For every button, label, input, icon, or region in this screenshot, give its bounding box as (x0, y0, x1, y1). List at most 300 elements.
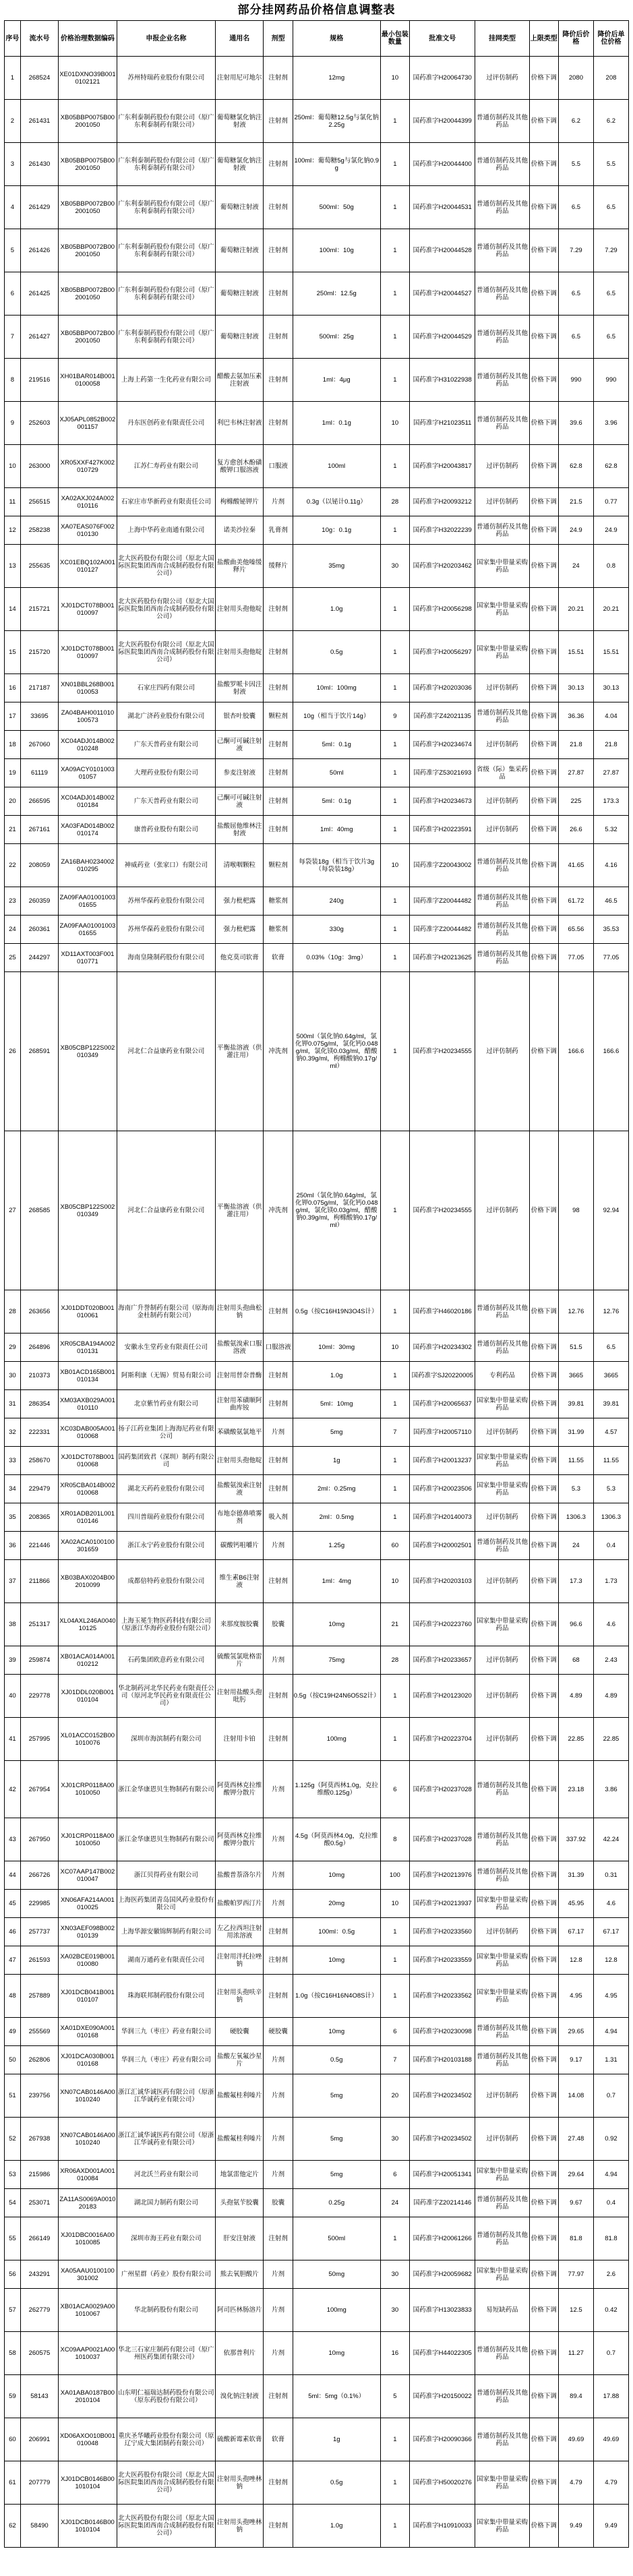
cell-code: XJ01DCT078B001010097 (59, 588, 117, 631)
cell-spec: 2ml：0.5mg (293, 1503, 380, 1532)
cell-spec: 1.0g (293, 2505, 380, 2548)
cell-dosage-form: 片剂 (264, 2074, 293, 2118)
cell-generic-name: 注射用尼可地尔 (215, 57, 263, 100)
cell-unit-price: 3.86 (593, 1761, 628, 1818)
cell-company: 广东天普药业有限公司 (117, 787, 215, 816)
cell-code: XJ01DCT078B001010068 (59, 1447, 117, 1475)
cell-dosage-form: 缓释片 (264, 545, 293, 588)
cell-price: 5.5 (558, 143, 593, 186)
cell-pack-qty: 1 (380, 731, 409, 759)
cell-serial: 267161 (20, 816, 58, 844)
cell-approval-no: 国药准字H20237028 (410, 1818, 475, 1861)
cell-pack-qty: 10 (380, 57, 409, 100)
cell-serial: 229479 (20, 1475, 58, 1503)
cell-approval-no: 国药准字H20044399 (410, 100, 475, 143)
cell-approval-no: 国药准字H44022305 (410, 2332, 475, 2375)
cell-generic-name: 依那普利片 (215, 2332, 263, 2375)
cell-pack-qty: 28 (380, 1646, 409, 1675)
cell-dosage-form: 注射剂 (264, 816, 293, 844)
cell-unit-price: 6.2 (593, 100, 628, 143)
cell-price: 22.85 (558, 1718, 593, 1761)
cell-limit-type: 价格下调 (529, 516, 558, 545)
cell-company: 苏州华葆药业股份有限公司 (117, 916, 215, 944)
cell-listing-type: 普通仿制药及其他药品 (475, 2332, 529, 2375)
cell-dosage-form: 注射剂 (264, 588, 293, 631)
cell-price: 11.27 (558, 2332, 593, 2375)
cell-index: 28 (5, 1290, 21, 1334)
cell-listing-type: 普通仿制药及其他药品 (475, 1761, 529, 1818)
table-row (5, 1532, 629, 1560)
table-row (5, 100, 629, 143)
cell-spec: 100ml (293, 445, 380, 488)
table-row (5, 359, 629, 402)
cell-listing-type: 国家集中带量采购药品 (475, 2161, 529, 2189)
cell-company: 华北制药股份有限公司 (117, 2289, 215, 2332)
cell-serial: 243291 (20, 2260, 58, 2289)
cell-serial: 217187 (20, 674, 58, 702)
cell-company: 广东利泰制药股份有限公司（原广东利泰制药有限公司） (117, 186, 215, 229)
cell-company: 神威药业（张家口）有限公司 (117, 844, 215, 887)
table-row (5, 316, 629, 359)
cell-serial: 58490 (20, 2505, 58, 2548)
cell-spec: 100mg (293, 2289, 380, 2332)
cell-pack-qty: 1 (380, 2505, 409, 2548)
cell-approval-no: 国药准字H20203462 (410, 545, 475, 588)
cell-listing-type: 普通仿制药及其他药品 (475, 186, 529, 229)
cell-index: 55 (5, 2217, 21, 2260)
cell-approval-no: 国药准字H20023506 (410, 1475, 475, 1503)
cell-generic-name: 注射用头孢曲松钠 (215, 1290, 263, 1334)
cell-listing-type: 普通仿制药及其他药品 (475, 516, 529, 545)
cell-price: 6.5 (558, 272, 593, 316)
cell-unit-price: 27.87 (593, 759, 628, 787)
cell-generic-name: 硫酸新霉素软膏 (215, 2418, 263, 2461)
cell-limit-type: 价格下调 (529, 445, 558, 488)
cell-spec: 1ml：40mg (293, 816, 380, 844)
cell-generic-name: 注射用头孢他啶 (215, 1447, 263, 1475)
cell-price: 29.65 (558, 2018, 593, 2046)
cell-dosage-form: 片剂 (264, 1761, 293, 1818)
cell-spec: 50ml (293, 759, 380, 787)
cell-listing-type: 国家集中带量采购药品 (475, 1390, 529, 1418)
column-header: 降价后价格 (558, 21, 593, 57)
cell-limit-type: 价格下调 (529, 100, 558, 143)
cell-index: 19 (5, 759, 21, 787)
cell-company: 北大医药股份有限公司（原北大国际医院集团西南合成制药股份有限公司） (117, 631, 215, 674)
cell-company: 北大医药股份有限公司（原北大国际医院集团西南合成制药股份有限公司） (117, 588, 215, 631)
cell-dosage-form: 冲洗剂 (264, 1131, 293, 1290)
cell-dosage-form: 注射剂 (264, 229, 293, 272)
cell-approval-no: 国药准字H20234674 (410, 731, 475, 759)
cell-serial: 261431 (20, 100, 58, 143)
cell-code: XN03AEF098B002010139 (59, 1918, 117, 1946)
cell-dosage-form: 注射剂 (264, 674, 293, 702)
cell-serial: 255569 (20, 2018, 58, 2046)
cell-pack-qty: 1 (380, 1975, 409, 2018)
cell-spec: 10mg (293, 1946, 380, 1975)
cell-company: 国药集团致君（深圳）制药有限公司 (117, 1447, 215, 1475)
cell-spec: 50mg (293, 2260, 380, 2289)
cell-spec: 10mg (293, 1603, 380, 1646)
cell-approval-no: 国药准字Z20214146 (410, 2189, 475, 2217)
cell-unit-price: 46.5 (593, 887, 628, 916)
cell-pack-qty: 30 (380, 2118, 409, 2161)
cell-approval-no: 国药准字H20234502 (410, 2074, 475, 2118)
cell-serial: 222331 (20, 1418, 58, 1447)
cell-generic-name: 己酮可可碱注射液 (215, 787, 263, 816)
cell-unit-price: 2.43 (593, 1646, 628, 1675)
table-row (5, 1334, 629, 1362)
cell-spec: 5mg (293, 1418, 380, 1447)
cell-serial: 266726 (20, 1861, 58, 1890)
cell-unit-price: 0.4 (593, 1532, 628, 1560)
cell-approval-no: 国药准字H20213937 (410, 1890, 475, 1918)
cell-dosage-form: 颗粒剂 (264, 844, 293, 887)
cell-code: XA01ABA0187B002010104 (59, 2375, 117, 2418)
cell-generic-name: 银杏叶胶囊 (215, 702, 263, 731)
column-header: 流水号 (20, 21, 58, 57)
cell-limit-type: 价格下调 (529, 1861, 558, 1890)
cell-code: XL01ACC0152B001010076 (59, 1718, 117, 1761)
cell-pack-qty: 1 (380, 186, 409, 229)
cell-listing-type: 省级（际）集采药品 (475, 759, 529, 787)
cell-generic-name: 左乙拉西坦注射用浓溶液 (215, 1918, 263, 1946)
cell-dosage-form: 注射剂 (264, 731, 293, 759)
cell-serial: 251317 (20, 1603, 58, 1646)
cell-pack-qty: 1 (380, 1362, 409, 1390)
cell-company: 上海医药集团青岛国风药业股份有限公司 (117, 1890, 215, 1918)
cell-code: XJ01CRP0118A001010050 (59, 1761, 117, 1818)
cell-spec: 0.5g（按C19H24N6O5S2计） (293, 1675, 380, 1718)
cell-listing-type: 普通仿制药及其他药品 (475, 2189, 529, 2217)
cell-dosage-form: 注射剂 (264, 1290, 293, 1334)
cell-listing-type: 过评仿制药 (475, 731, 529, 759)
cell-unit-price: 5.32 (593, 816, 628, 844)
cell-spec: 0.5g（按C16H19N3O4S计） (293, 1290, 380, 1334)
cell-serial: 264896 (20, 1334, 58, 1362)
cell-generic-name: 平衡盐溶液（供灌注用） (215, 1131, 263, 1290)
cell-company: 成都倍特药业股份有限公司 (117, 1560, 215, 1603)
cell-generic-name: 葡萄糖氯化钠注射液 (215, 143, 263, 186)
cell-spec: 1ml：4μg (293, 359, 380, 402)
cell-approval-no: 国药准字H20213976 (410, 1861, 475, 1890)
cell-price: 98 (558, 1131, 593, 1290)
cell-price: 2080 (558, 57, 593, 100)
cell-unit-price: 42.24 (593, 1818, 628, 1861)
cell-listing-type: 普通仿制药及其他药品 (475, 2375, 529, 2418)
cell-approval-no: 国药准字H32022239 (410, 516, 475, 545)
cell-serial: 208365 (20, 1503, 58, 1532)
cell-index: 30 (5, 1362, 21, 1390)
cell-limit-type: 价格下调 (529, 1290, 558, 1334)
cell-unit-price: 4.6 (593, 1890, 628, 1918)
cell-company: 上海中华药业南通有限公司 (117, 516, 215, 545)
cell-generic-name: 诺美沙拉秦 (215, 516, 263, 545)
cell-unit-price: 0.8 (593, 545, 628, 588)
cell-index: 34 (5, 1475, 21, 1503)
cell-serial: 261429 (20, 186, 58, 229)
column-header: 批准文号 (410, 21, 475, 57)
cell-index: 50 (5, 2046, 21, 2074)
cell-company: 康普药业股份有限公司 (117, 816, 215, 844)
cell-code: XA02AXJ024A002010116 (59, 488, 117, 516)
cell-generic-name: 盐酸屈他维林注射液 (215, 816, 263, 844)
cell-dosage-form: 片剂 (264, 2260, 293, 2289)
cell-listing-type: 过评仿制药 (475, 57, 529, 100)
cell-unit-price: 0.31 (593, 1861, 628, 1890)
cell-spec: 5ml：0.1g (293, 787, 380, 816)
cell-dosage-form: 冲洗剂 (264, 972, 293, 1131)
table-row (5, 759, 629, 787)
cell-listing-type: 国家集中带量采购药品 (475, 545, 529, 588)
cell-price: 45.95 (558, 1890, 593, 1918)
cell-company: 浙江金华康恩贝生物制药有限公司 (117, 1761, 215, 1818)
cell-company: 华润三九（枣庄）药业有限公司 (117, 2046, 215, 2074)
table-row (5, 2217, 629, 2260)
cell-dosage-form: 注射剂 (264, 316, 293, 359)
cell-approval-no: 国药准字H20090366 (410, 2418, 475, 2461)
cell-listing-type: 国家集中带量采购药品 (475, 631, 529, 674)
cell-limit-type: 价格下调 (529, 944, 558, 972)
cell-unit-price: 77.05 (593, 944, 628, 972)
cell-unit-price: 17.88 (593, 2375, 628, 2418)
cell-code: XA01DXE090A001010168 (59, 2018, 117, 2046)
cell-spec: 100ml：0.5g (293, 1918, 380, 1946)
cell-serial: 219516 (20, 359, 58, 402)
table-row (5, 588, 629, 631)
cell-index: 8 (5, 359, 21, 402)
table-row (5, 57, 629, 100)
cell-price: 23.18 (558, 1761, 593, 1818)
cell-code: XN01BBL268B001010053 (59, 674, 117, 702)
cell-code: ZA16BAH0234002010295 (59, 844, 117, 887)
cell-listing-type: 过评仿制药 (475, 1418, 529, 1447)
table-row (5, 1946, 629, 1975)
cell-serial: 286354 (20, 1390, 58, 1418)
cell-pack-qty: 1 (380, 516, 409, 545)
cell-price: 4.79 (558, 2461, 593, 2505)
column-header: 通用名 (215, 21, 263, 57)
cell-limit-type: 价格下调 (529, 887, 558, 916)
cell-generic-name: 盐酸左氧氟沙星片 (215, 2046, 263, 2074)
cell-dosage-form: 注射剂 (264, 787, 293, 816)
cell-approval-no: 国药准字H20056297 (410, 631, 475, 674)
cell-pack-qty: 5 (380, 2375, 409, 2418)
cell-dosage-form: 糖浆剂 (264, 887, 293, 916)
table-row (5, 1418, 629, 1447)
cell-price: 14.08 (558, 2074, 593, 2118)
cell-dosage-form: 口服溶液 (264, 1334, 293, 1362)
cell-generic-name: 参麦注射液 (215, 759, 263, 787)
cell-approval-no: 国药准字H20064730 (410, 57, 475, 100)
cell-dosage-form: 注射剂 (264, 2217, 293, 2260)
cell-company: 珠海联邦制药股份有限公司 (117, 1975, 215, 2018)
cell-code: XB01ACA0029A001010067 (59, 2289, 117, 2332)
cell-code: XB05BBP0072B002001050 (59, 186, 117, 229)
cell-pack-qty: 1 (380, 2217, 409, 2260)
cell-listing-type: 过评仿制药 (475, 1646, 529, 1675)
cell-listing-type: 国家集中带量采购药品 (475, 1946, 529, 1975)
table-row (5, 1675, 629, 1718)
cell-company: 深圳市海滨制药有限公司 (117, 1718, 215, 1761)
cell-unit-price: 4.04 (593, 702, 628, 731)
cell-limit-type: 价格下调 (529, 1418, 558, 1447)
cell-limit-type: 价格下调 (529, 359, 558, 402)
cell-price: 11.55 (558, 1447, 593, 1475)
cell-code: XM03AXB029A001010110 (59, 1390, 117, 1418)
cell-approval-no: 国药准字H20237028 (410, 1761, 475, 1818)
cell-price: 77.05 (558, 944, 593, 972)
cell-limit-type: 价格下调 (529, 1503, 558, 1532)
cell-generic-name: 注射用头孢唑林钠 (215, 2505, 263, 2548)
cell-company: 石药集团欧意药业有限公司 (117, 1646, 215, 1675)
cell-serial: 61119 (20, 759, 58, 787)
cell-serial: 215986 (20, 2161, 58, 2189)
cell-listing-type: 过评仿制药 (475, 1718, 529, 1761)
column-header: 价格治理数据编码 (59, 21, 117, 57)
cell-generic-name: 己酮可可碱注射液 (215, 731, 263, 759)
cell-approval-no: 国药准字H20203103 (410, 1560, 475, 1603)
table-row (5, 229, 629, 272)
cell-index: 17 (5, 702, 21, 731)
cell-price: 9.67 (558, 2189, 593, 2217)
cell-code: XJ01DDT020B001010061 (59, 1290, 117, 1334)
table-row (5, 731, 629, 759)
cell-approval-no: 国药准字Z42021135 (410, 702, 475, 731)
cell-approval-no: 国药准字H20140073 (410, 1503, 475, 1532)
cell-listing-type: 过评仿制药 (475, 787, 529, 816)
cell-dosage-form: 片剂 (264, 1890, 293, 1918)
cell-limit-type: 价格下调 (529, 1918, 558, 1946)
cell-pack-qty: 1 (380, 916, 409, 944)
cell-price: 36.36 (558, 702, 593, 731)
cell-index: 58 (5, 2332, 21, 2375)
cell-generic-name: 葡萄糖注射液 (215, 316, 263, 359)
watermark-logo (526, 2553, 628, 2572)
cell-approval-no: 国药准字H20233559 (410, 1946, 475, 1975)
cell-pack-qty: 60 (380, 1532, 409, 1560)
cell-listing-type: 国家集中带量采购药品 (475, 1603, 529, 1646)
cell-code: ZA11AS0069A001020183 (59, 2189, 117, 2217)
cell-limit-type: 价格下调 (529, 972, 558, 1131)
cell-spec: 5ml：10mg (293, 1390, 380, 1418)
cell-generic-name: 盐酸氨溴索口服溶液 (215, 1334, 263, 1362)
cell-approval-no: 国药准字H20002501 (410, 1532, 475, 1560)
cell-spec: 500ml：50g (293, 186, 380, 229)
cell-dosage-form: 片剂 (264, 2161, 293, 2189)
cell-index: 10 (5, 445, 21, 488)
cell-code: XB05BBP0072B002001050 (59, 316, 117, 359)
cell-unit-price: 12.76 (593, 1290, 628, 1334)
cell-index: 20 (5, 787, 21, 816)
table-body (5, 57, 629, 2548)
cell-dosage-form: 片剂 (264, 1418, 293, 1447)
cell-spec: 1ml：0.1g (293, 402, 380, 445)
cell-serial: 252603 (20, 402, 58, 445)
cell-company: 广东利泰制药股份有限公司（原广东利泰制药有限公司） (117, 143, 215, 186)
cell-company: 河北仁合益康药业有限公司 (117, 1131, 215, 1290)
cell-serial: 257889 (20, 1975, 58, 2018)
cell-limit-type: 价格下调 (529, 1560, 558, 1603)
cell-price: 225 (558, 787, 593, 816)
cell-unit-price: 39.81 (593, 1390, 628, 1418)
cell-limit-type: 价格下调 (529, 916, 558, 944)
cell-unit-price: 7.29 (593, 229, 628, 272)
cell-approval-no: 国药准字H20093212 (410, 488, 475, 516)
cell-serial: 210373 (20, 1362, 58, 1390)
cell-limit-type: 价格下调 (529, 2189, 558, 2217)
cell-listing-type: 国家集中带量采购药品 (475, 2505, 529, 2548)
table-row (5, 787, 629, 816)
cell-listing-type: 过评仿制药 (475, 1503, 529, 1532)
cell-code: XR05CBA194A002010131 (59, 1334, 117, 1362)
table-row (5, 143, 629, 186)
cell-dosage-form: 软膏 (264, 2418, 293, 2461)
cell-approval-no: 国药准字H20234302 (410, 1334, 475, 1362)
cell-limit-type: 价格下调 (529, 674, 558, 702)
table-row (5, 2505, 629, 2548)
cell-generic-name: 盐酸曲美他嗪缓释片 (215, 545, 263, 588)
cell-company: 山东明仁福瑞达制药股份有限公司（原东药股份有限公司） (117, 2375, 215, 2418)
cell-unit-price: 6.5 (593, 1334, 628, 1362)
cell-listing-type: 普通仿制药及其他药品 (475, 2018, 529, 2046)
cell-listing-type: 普通仿制药及其他药品 (475, 359, 529, 402)
table-row (5, 844, 629, 887)
cell-index: 37 (5, 1560, 21, 1603)
cell-approval-no: 国药准字H20150022 (410, 2375, 475, 2418)
cell-generic-name: 布地奈德鼻喷雾剂 (215, 1503, 263, 1532)
cell-serial: 261425 (20, 272, 58, 316)
cell-unit-price: 0.7 (593, 2332, 628, 2375)
table-row (5, 2375, 629, 2418)
cell-spec: 100ml：葡萄糖5g与氯化钠0.9g (293, 143, 380, 186)
cell-price: 68 (558, 1646, 593, 1675)
cell-unit-price: 35.53 (593, 916, 628, 944)
cell-company: 重庆圣华曦药业股份有限公司（原辽宁成大集团制药有限公司） (117, 2418, 215, 2461)
cell-limit-type: 价格下调 (529, 1646, 558, 1675)
cell-unit-price: 20.21 (593, 588, 628, 631)
cell-code: XR01ADB201L001010146 (59, 1503, 117, 1532)
cell-price: 24 (558, 545, 593, 588)
cell-listing-type: 国家集中带量采购药品 (475, 588, 529, 631)
table-row (5, 1447, 629, 1475)
cell-serial: 260361 (20, 916, 58, 944)
cell-serial: 266149 (20, 2217, 58, 2260)
cell-spec: 35mg (293, 545, 380, 588)
cell-serial: 262779 (20, 2289, 58, 2332)
cell-spec: 1ml：4mg (293, 1560, 380, 1603)
cell-generic-name: 葡萄糖注射液 (215, 186, 263, 229)
cell-approval-no: 国药准字H20203036 (410, 674, 475, 702)
cell-serial: 221446 (20, 1532, 58, 1560)
cell-company: 海南广升誉制药有限公司（原海南金杜制药有限公司） (117, 1290, 215, 1334)
cell-pack-qty: 1 (380, 229, 409, 272)
cell-dosage-form: 注射剂 (264, 631, 293, 674)
table-row (5, 1290, 629, 1334)
cell-index: 26 (5, 972, 21, 1131)
cell-dosage-form: 颗粒剂 (264, 702, 293, 731)
cell-code: XJ01DDL020B001010104 (59, 1675, 117, 1718)
cell-listing-type: 普通仿制药及其他药品 (475, 143, 529, 186)
cell-price: 990 (558, 359, 593, 402)
cell-pack-qty: 1 (380, 588, 409, 631)
cell-serial: 244297 (20, 944, 58, 972)
cell-listing-type: 普通仿制药及其他药品 (475, 1334, 529, 1362)
cell-limit-type: 价格下调 (529, 2505, 558, 2548)
cell-pack-qty: 10 (380, 1560, 409, 1603)
cell-listing-type: 过评仿制药 (475, 1918, 529, 1946)
cell-company: 北大医药股份有限公司（原北大国际医院集团西南合成制药股份有限公司） (117, 2461, 215, 2505)
